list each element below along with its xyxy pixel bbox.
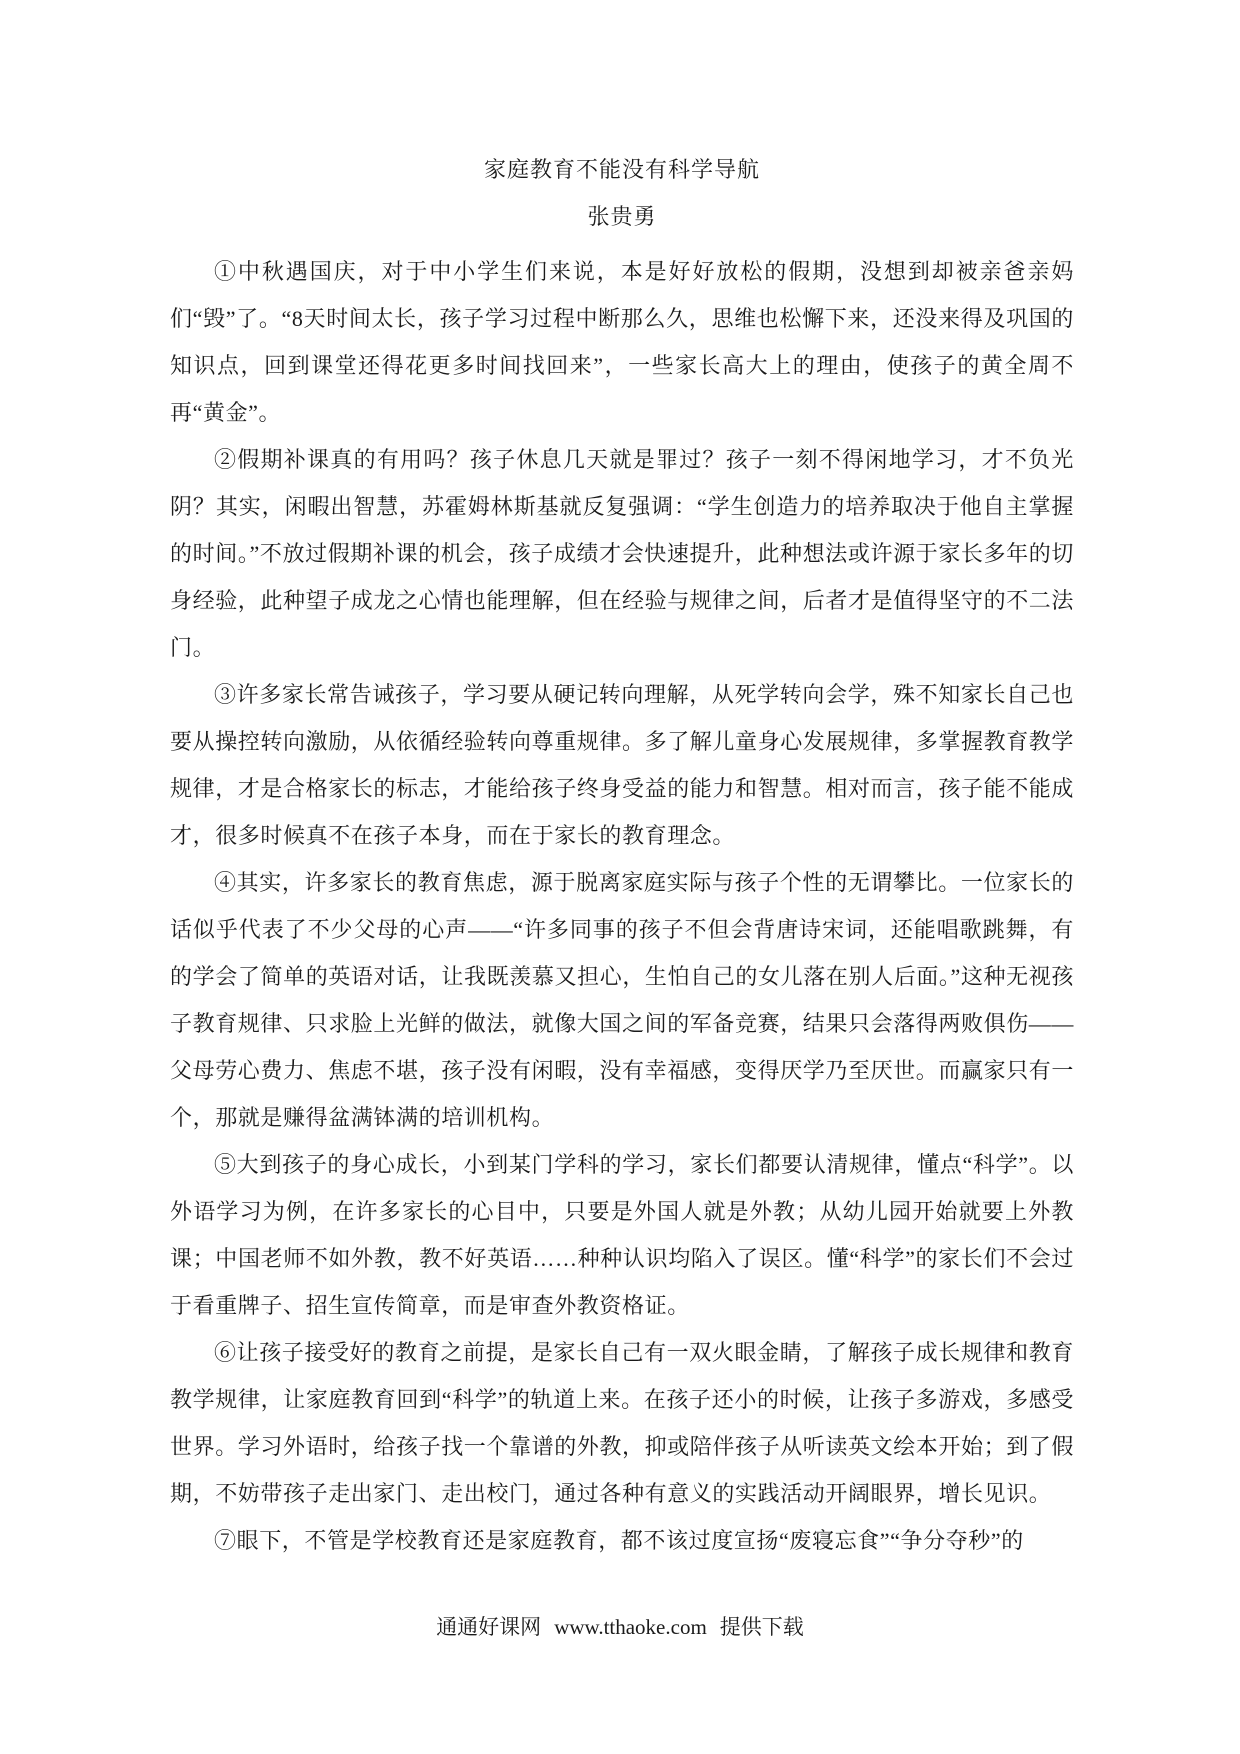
page-footer [0, 1608, 1240, 1646]
paragraph-7: ⑦眼下，不管是学校教育还是家庭教育，都不该过度宣扬“废寝忘食”“争分夺秒”的 [214, 1528, 1024, 1553]
footer-site-url: www.tthaoke.com [554, 1615, 707, 1639]
paragraph-6: ⑥让孩子接受好的教育之前提，是家长自己有一双火眼金睛，了解孩子成长规律和教育教学规律，让家庭教育回到“科学”的轨道上来。在孩子还小的时候，让孩子多游戏，多感受世界。学习外语时，给孩子找一个靠谱的外教，抑或陪伴孩子从听读英文绘本开始；到了假期，不妨带孩子走出家门、走出校门，通过各种有意义的实践活动开阔眼界，增长见识。 [170, 1340, 1075, 1506]
paragraph-2: ②假期补课真的有用吗？孩子休息几天就是罪过？孩子一刻不得闲地学习，才不负光阴？其实，闲暇出智慧，苏霍姆林斯基就反复强调：“学生创造力的培养取决于他自主掌握的时间。”不放过假期补课的机会，孩子成绩才会快速提升，此种想法或许源于家长多年的切身经验，此种望子成龙之心情也能理解，但在经验与规律之间，后者才是值得坚守的不二法门。 [170, 447, 1075, 660]
paragraph-3: ③许多家长常告诫孩子，学习要从硬记转向理解，从死学转向会学，殊不知家长自己也要从操控转向激励，从依循经验转向尊重规律。多了解儿童身心发展规律，多掌握教育教学规律，才是合格家长的标志，才能给孩子终身受益的能力和智慧。相对而言，孩子能不能成才，很多时候真不在孩子本身，而在于家长的教育理念。 [170, 682, 1075, 848]
paragraph-5: ⑤大到孩子的身心成长，小到某门学科的学习，家长们都要认清规律，懂点“科学”。以外语学习为例，在许多家长的心目中，只要是外国人就是外教；从幼儿园开始就要上外教课；中国老师不如外教，教不好英语……种种认识均陷入了误区。懂“科学”的家长们不会过于看重牌子、招生宣传简章，而是审查外教资格证。 [170, 1152, 1074, 1318]
footer-download-note: 提供下载 [719, 1615, 804, 1639]
footer-site-name: 通通好课网 [436, 1615, 542, 1639]
author-name: 张贵勇 [587, 204, 657, 229]
paragraph-4: ④其实，许多家长的教育焦虑，源于脱离家庭实际与孩子个性的无谓攀比。一位家长的话似乎代表了不少父母的心声——“许多同事的孩子不但会背唐诗宋词，还能唱歌跳舞，有的学会了简单的英语对话，让我既羡慕又担心，生怕自己的女儿落在别人后面。”这种无视孩子教育规律、只求脸上光鲜的做法，就像大国之间的军备竞赛，结果只会落得两败俱伤——父母劳心费力、焦虑不堪，孩子没有闲暇，没有幸福感，变得厌学乃至厌世。而赢家只有一个，那就是赚得盆满钵满的培训机构。 [170, 870, 1075, 1130]
paragraph-1: ①中秋遇国庆，对于中小学生们来说，本是好好放松的假期，没想到却被亲爸亲妈们“毁”了。“8天时间太长，孩子学习过程中断那么久，思维也松懈下来，还没来得及巩国的知识点，回到课堂还得花更多时间找回来”，一些家长高大上的理由，使孩子的黄全周不再“黄金”。 [170, 259, 1074, 425]
essay-body [170, 248, 1074, 1564]
page-title: 家庭教育不能没有科学导航 [483, 157, 760, 182]
